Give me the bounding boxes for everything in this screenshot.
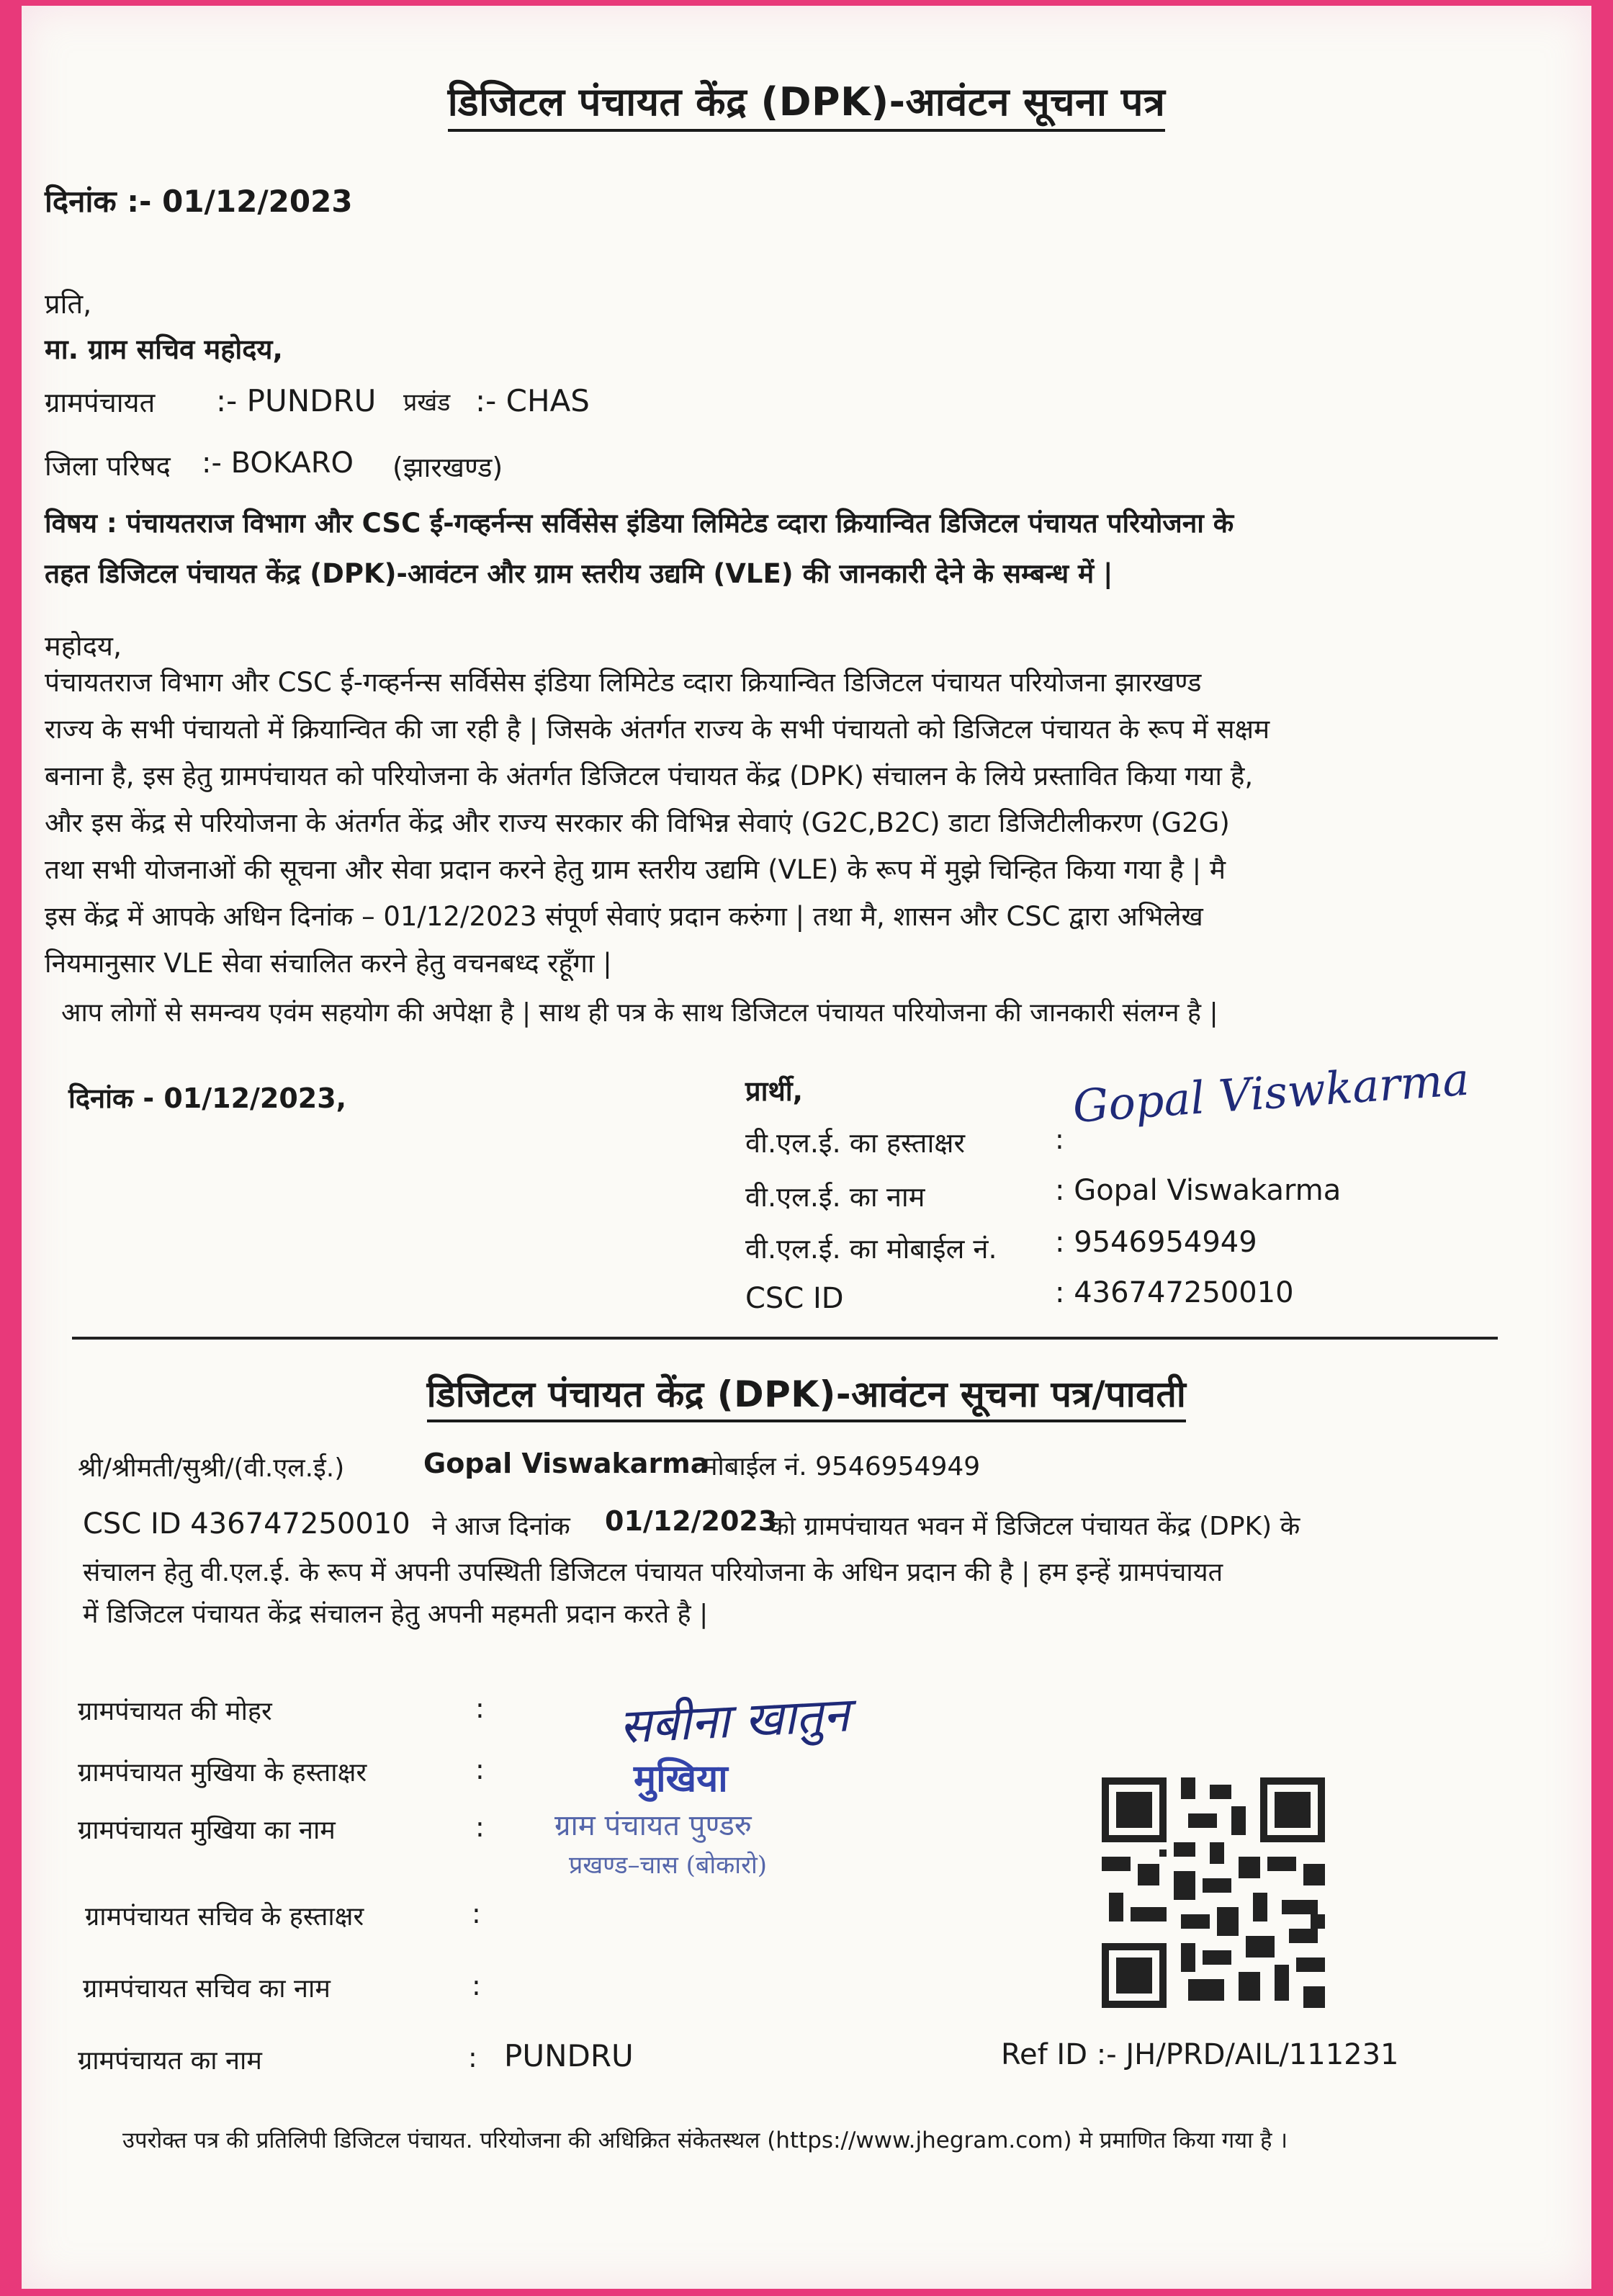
secretary-name-label: ग्रामपंचायत सचिव का नाम: [83, 1974, 331, 2004]
block-value: :- CHAS: [475, 383, 590, 418]
receipt-mobile: मोबाईल नं. 9546954949: [702, 1452, 981, 1481]
field-colon: :: [472, 1898, 481, 1929]
gp-label: ग्रामपंचायत: [45, 387, 156, 418]
stamp-line: ग्राम पंचायत पुण्डरु: [554, 1809, 752, 1842]
mukhiya-name-label: ग्रामपंचायत मुखिया का नाम: [78, 1816, 336, 1845]
field-colon: :: [475, 1754, 485, 1785]
gp-name-label: ग्रामपंचायत का नाम: [78, 2046, 262, 2076]
receipt-text: संचालन हेतु वी.एल.ई. के रूप में अपनी उपस्थिती डिजिटल पंचायत परियोजना के अधिन प्रदान की है | हम इन्हें ग्रामपंचायत: [83, 1558, 1223, 1587]
body-line: राज्य के सभी पंचायतो में क्रियान्वित की जा रही है | जिसके अंतर्गत राज्य के सभी पंचायतो को डिजिटल पंचायत के रूप में सक्षम: [45, 714, 1270, 745]
body-line: इस केंद्र में आपके अधिन दिनांक – 01/12/2023 संपूर्ण सेवाएं प्रदान करुंगा | तथा मै, शासन और CSC द्वारा अभिलेख: [45, 901, 1203, 932]
stamp-title: मुखिया: [634, 1757, 728, 1801]
csc-id-value: : 436747250010: [1055, 1276, 1294, 1309]
receipt-title: डिजिटल पंचायत केंद्र (DPK)-आवंटन सूचना पत्र/पावती: [0, 1368, 1613, 1417]
csc-id-label: CSC ID: [745, 1282, 844, 1315]
subject-block: [45, 498, 1528, 599]
field-colon: :: [472, 1970, 481, 2001]
vle-name-value: : Gopal Viswakarma: [1055, 1174, 1342, 1207]
gp-name-value: PUNDRU: [504, 2038, 634, 2073]
receipt-csc-id: CSC ID 436747250010: [83, 1507, 410, 1541]
gp-seal-label: ग्रामपंचायत की मोहर: [78, 1697, 272, 1726]
secretary-signature-label: ग्रामपंचायत सचिव के हस्ताक्षर: [85, 1902, 364, 1932]
vle-name-label: वी.एल.ई. का नाम: [745, 1181, 925, 1213]
vle-signature: Gopal Viswkarma: [1071, 1052, 1471, 1133]
gp-value: :- PUNDRU: [216, 383, 377, 418]
stamp-line: प्रखण्ड–चास (बोकारो): [569, 1851, 768, 1880]
receipt-text: को ग्रामपंचायत भवन में डिजिटल पंचायत केंद्र (DPK) के: [769, 1512, 1300, 1541]
mukhiya-signature-label: ग्रामपंचायत मुखिया के हस्ताक्षर: [78, 1758, 367, 1788]
body-line: नियमानुसार VLE सेवा संचालित करने हेतु वचनबध्द रहूँगा |: [45, 948, 612, 979]
body-line: तथा सभी योजनाओं की सूचना और सेवा प्रदान करने हेतु ग्राम स्तरीय उद्यमि (VLE) के रूप में मुझे चिन्हित किया गया है | मै: [45, 854, 1226, 885]
vle-signature-label: वी.एल.ई. का हस्ताक्षर: [745, 1127, 966, 1159]
subject-line: विषय : पंचायतराज विभाग और CSC ई-गव्हर्नन्स सर्विसेस इंडिया लिमिटेड व्दारा क्रियान्वित डिजिटल पंचायत परियोजना के: [45, 508, 1234, 539]
qr-code: [1095, 1770, 1332, 2015]
body-line: और इस केंद्र से परियोजना के अंतर्गत केंद्र और राज्य सरकार की विभिन्न सेवाएं (G2C,B2C) डाटा डिजिटीलीकरण (G2G): [45, 807, 1230, 838]
document-title: डिजिटल पंचायत केंद्र (DPK)-आवंटन सूचना पत्र: [0, 73, 1613, 127]
date-line: दिनांक :- 01/12/2023: [45, 184, 353, 219]
receipt-prefix: श्री/श्रीमती/सुश्री/(वी.एल.ई.): [78, 1453, 345, 1483]
field-colon: :: [475, 1811, 485, 1843]
vle-mobile-label: वी.एल.ई. का मोबाईल नं.: [745, 1233, 997, 1265]
sign-date: दिनांक - 01/12/2023,: [68, 1082, 347, 1114]
closing-line: आप लोगों से समन्वय एवंम सहयोग की अपेक्षा है | साथ ही पत्र के साथ डिजिटल पंचायत परियोजना की जानकारी संलग्न है |: [61, 998, 1218, 1028]
state-label: (झारखण्ड): [392, 452, 503, 483]
body-line: पंचायतराज विभाग और CSC ई-गव्हर्नन्स सर्विसेस इंडिया लिमिटेड व्दारा क्रियान्वित डिजिटल पंचायत परियोजना झारखण्ड: [45, 667, 1202, 698]
field-colon: :: [475, 1692, 485, 1724]
applicant-label: प्रार्थी,: [745, 1075, 804, 1107]
receipt-date: 01/12/2023: [605, 1505, 778, 1537]
district-value: :- BOKARO: [202, 447, 354, 480]
receipt-text: ने आज दिनांक: [432, 1512, 570, 1541]
receipt-vle-name: Gopal Viswakarma: [423, 1448, 709, 1479]
receipt-text: में डिजिटल पंचायत केंद्र संचालन हेतु अपनी महमती प्रदान करते है |: [83, 1600, 709, 1629]
addressee: मा. ग्राम सचिव महोदय,: [45, 333, 283, 365]
subject-line: तहत डिजिटल पंचायत केंद्र (DPK)-आवंटन और ग्राम स्तरीय उद्यमि (VLE) की जानकारी देने के सम्बन्ध में |: [45, 558, 1113, 589]
body-paragraph: [45, 659, 1528, 987]
footer-note: उपरोक्त पत्र की प्रतिलिपी डिजिटल पंचायत. परियोजना की अधिक्रित संकेतस्थल (https://www.jhegram.com) मे प्रमाणित किया गया है ।: [122, 2127, 1288, 2153]
mukhiya-signature: सबीना खातुन: [618, 1687, 851, 1754]
block-label: प्रखंड: [403, 388, 451, 417]
body-line: बनाना है, इस हेतु ग्रामपंचायत को परियोजना के अंतर्गत डिजिटल पंचायत केंद्र (DPK) संचालन के लिये प्रस्तावित किया गया है,: [45, 761, 1254, 792]
prati-label: प्रति,: [45, 288, 92, 320]
district-label: जिला परिषद: [45, 450, 171, 482]
salutation: महोदय,: [45, 630, 122, 662]
vle-signature-colon: :: [1055, 1124, 1064, 1155]
vle-mobile-value: : 9546954949: [1055, 1226, 1257, 1259]
field-colon: :: [468, 2042, 477, 2073]
section-divider: [72, 1337, 1498, 1340]
ref-id: Ref ID :- JH/PRD/AIL/111231: [1001, 2038, 1399, 2071]
